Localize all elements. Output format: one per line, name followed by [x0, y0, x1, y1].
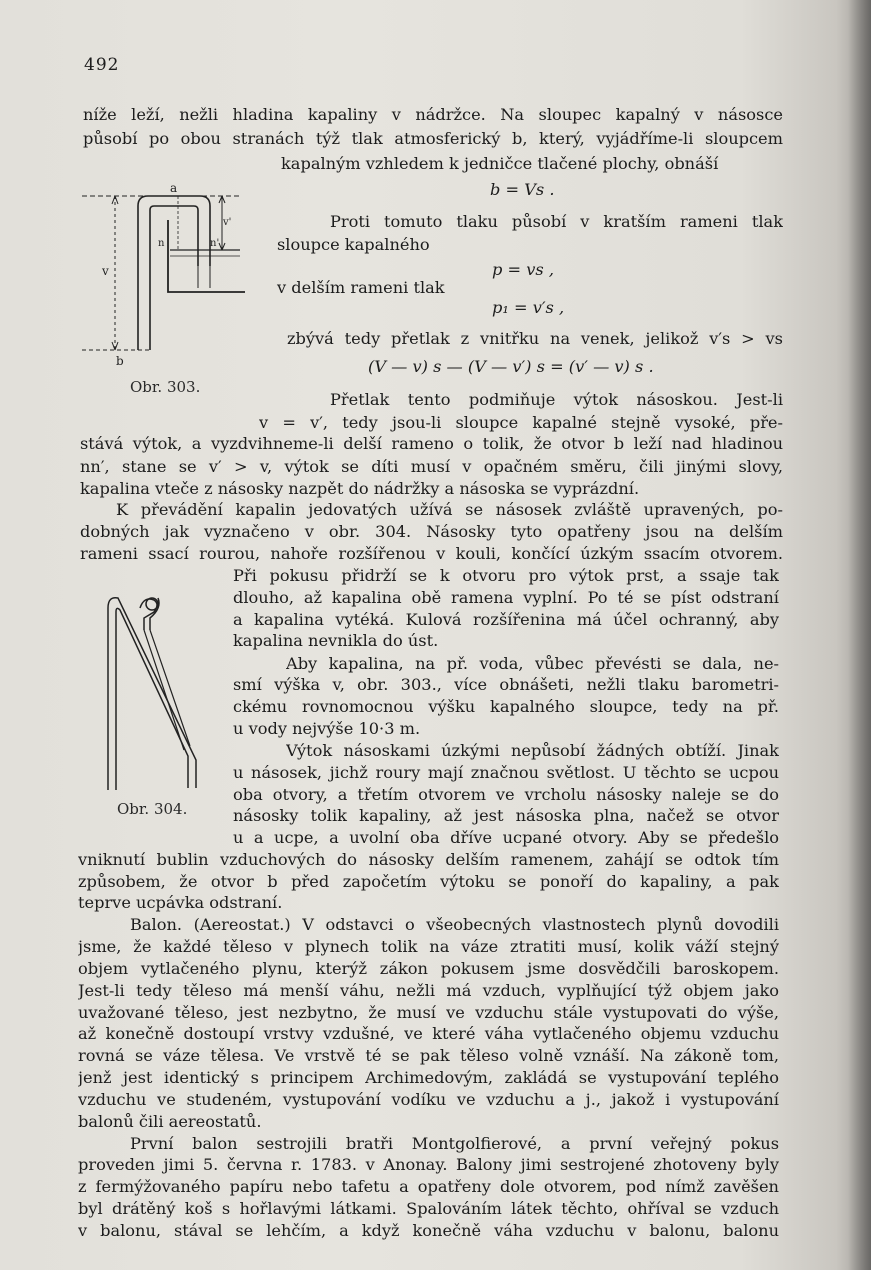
- text-line-46: v balonu, stával se lehčím, a když konečně váha vzduchu v balonu, balonu: [78, 1221, 779, 1240]
- text-line-22: ckému rovnomocnou výšku kapalného sloupce, tedy na př.: [233, 697, 779, 716]
- text-line-37: až konečně dostoupí vrstvy vzdušné, ve které váha vytlačeného objemu vzduchu: [78, 1024, 779, 1043]
- text-line-38: rovná se váze tělesa. Ve vrstvě té se pak těleso volně vznáší. Na zákoně tom,: [78, 1046, 779, 1065]
- text-line-21: smí výška v, obr. 303., více obnášeti, nežli tlaku barometri-: [233, 675, 779, 694]
- text-line-24: Výtok násoskami úzkými nepůsobí žádných obtíží. Jinak: [286, 741, 779, 760]
- text-line-4: Proti tomuto tlaku působí v kratším rameni tlak: [330, 212, 783, 231]
- text-line-8: Přetlak tento podmiňuje výtok násoskou. Jest-li: [330, 390, 783, 409]
- text-line-12: kapalina vteče z násosky nazpět do nádržky a násoska se vyprázdní.: [80, 479, 640, 498]
- text-line-36: uvažované těleso, jest nezbytno, že musí ve vzduchu stále vystupovati do výše,: [78, 1003, 779, 1022]
- text-line-14: dobných jak vyznačeno v obr. 304. Násosky tyto opatřeny jsou na delším: [80, 522, 783, 541]
- page-edge-shadow: [848, 0, 871, 1270]
- text-line-44: z fermýžovaného papíru nebo tafetu a opatřeny dole otvorem, pod nímž zavěšen: [78, 1177, 779, 1196]
- text-line-28: u a ucpe, a uvolní oba dříve ucpané otvory. Aby se předešlo: [233, 828, 779, 847]
- text-line-9: v = v′, tedy jsou-li sloupce kapalné stejně vysoké, pře-: [259, 413, 783, 432]
- fig303-label-v: v: [102, 264, 109, 278]
- text-line-18: a kapalina vytéká. Kulová rozšířenina má účel ochranný, aby: [233, 610, 779, 629]
- text-line-43: proveden jimi 5. června r. 1783. v Anonay. Balony jimi sestrojené zhotoveny byly: [78, 1155, 779, 1174]
- text-line-26: oba otvory, a třetím otvorem ve vrcholu násosky naleje se do: [233, 785, 779, 804]
- text-line-23: u vody nejvýše 10·3 m.: [233, 719, 421, 738]
- text-line-39: jenž jest identický s principem Archimedovým, zakládá se vystupování teplého: [78, 1068, 779, 1087]
- text-line-3: kapalným vzhledem k jedničce tlačené plochy, obnáší: [281, 154, 719, 173]
- equation-3: p₁ = v′s ,: [492, 298, 565, 317]
- equation-4: (V — v) s — (V — v′) s = (v′ — v) s .: [368, 357, 654, 376]
- text-line-42: První balon sestrojili bratři Montgolfierové, a první veřejný pokus: [130, 1134, 779, 1153]
- figure-303-siphon: [80, 180, 255, 368]
- fig303-label-n: n: [158, 238, 165, 249]
- text-line-1: níže leží, nežli hladina kapaliny v nádržce. Na sloupec kapalný v násosce: [83, 105, 783, 124]
- text-line-33: jsme, že každé těleso v plynech tolik na váze ztratiti musí, kolik váží stejný: [78, 937, 779, 956]
- fig303-label-v2: v': [223, 217, 232, 228]
- text-line-13: K převádění kapalin jedovatých užívá se násosek zvláště upravených, po-: [116, 500, 783, 519]
- text-line-19: kapalina nevnikla do úst.: [233, 631, 439, 650]
- text-line-17: dlouho, až kapalina obě ramena vyplní. Po té se píst odstraní: [233, 588, 779, 607]
- text-line-27: násosky tolik kapaliny, až jest násoska plna, načež se otvor: [233, 806, 779, 825]
- fig303-label-a: a: [170, 181, 178, 195]
- text-line-31: teprve ucpávka odstraní.: [78, 893, 283, 912]
- figure-304-caption: Obr. 304.: [117, 800, 188, 818]
- figure-304-siphon: [100, 590, 220, 790]
- text-line-5: sloupce kapalného: [277, 235, 430, 254]
- page-number: 492: [84, 55, 120, 75]
- text-line-6: v delším rameni tlak: [277, 278, 445, 297]
- text-line-11: nn′, stane se v′ > v, výtok se díti musí v opačném směru, čili jinými slovy,: [80, 457, 783, 476]
- fig303-label-n2: n': [210, 238, 220, 249]
- text-line-10: stává výtok, a vyzdvihneme-li delší rameno o tolik, že otvor b leží nad hladinou: [80, 434, 783, 453]
- text-line-16: Při pokusu přidrží se k otvoru pro výtok prst, a ssaje tak: [233, 566, 779, 585]
- text-line-34: objem vytlačeného plynu, kterýž zákon pokusem jsme dosvědčili baroskopem.: [78, 959, 779, 978]
- text-line-35: Jest-li tedy těleso má menší váhu, nežli má vzduch, vyplňující týž objem jako: [78, 981, 779, 1000]
- fig303-label-b: b: [116, 354, 124, 368]
- text-line-20: Aby kapalina, na př. voda, vůbec převésti se dala, ne-: [286, 654, 779, 673]
- text-line-40: vzduchu ve studeném, vystupování vodíku ve vzduchu a j., jakož i vystupování: [78, 1090, 779, 1109]
- equation-1: b = Vs .: [490, 180, 555, 199]
- figure-303-caption: Obr. 303.: [130, 378, 201, 396]
- text-line-2: působí po obou stranách týž tlak atmosferický b, který, vyjádříme-li sloupcem: [83, 129, 783, 148]
- text-line-30: způsobem, že otvor b před započetím výtoku se ponoří do kapaliny, a pak: [78, 872, 779, 891]
- text-line-15: rameni ssací rourou, nahoře rozšířenou v kouli, končící úzkým ssacím otvorem.: [80, 544, 783, 563]
- text-line-41: balonů čili aereostatů.: [78, 1112, 262, 1131]
- text-line-32: Balon. (Aereostat.) V odstavci o všeobecných vlastnostech plynů dovodili: [130, 915, 779, 934]
- text-line-25: u násosek, jichž roury mají značnou světlost. U těchto se ucpou: [233, 763, 779, 782]
- text-line-7: zbývá tedy přetlak z vnitřku na venek, jelikož v′s > vs: [287, 329, 783, 348]
- text-line-45: byl drátěný koš s hořlavými látkami. Spalováním látek těchto, ohříval se vzduch: [78, 1199, 779, 1218]
- equation-2: p = vs ,: [492, 260, 554, 279]
- text-line-29: vniknutí bublin vzduchových do násosky delším ramenem, zahájí se odtok tím: [78, 850, 779, 869]
